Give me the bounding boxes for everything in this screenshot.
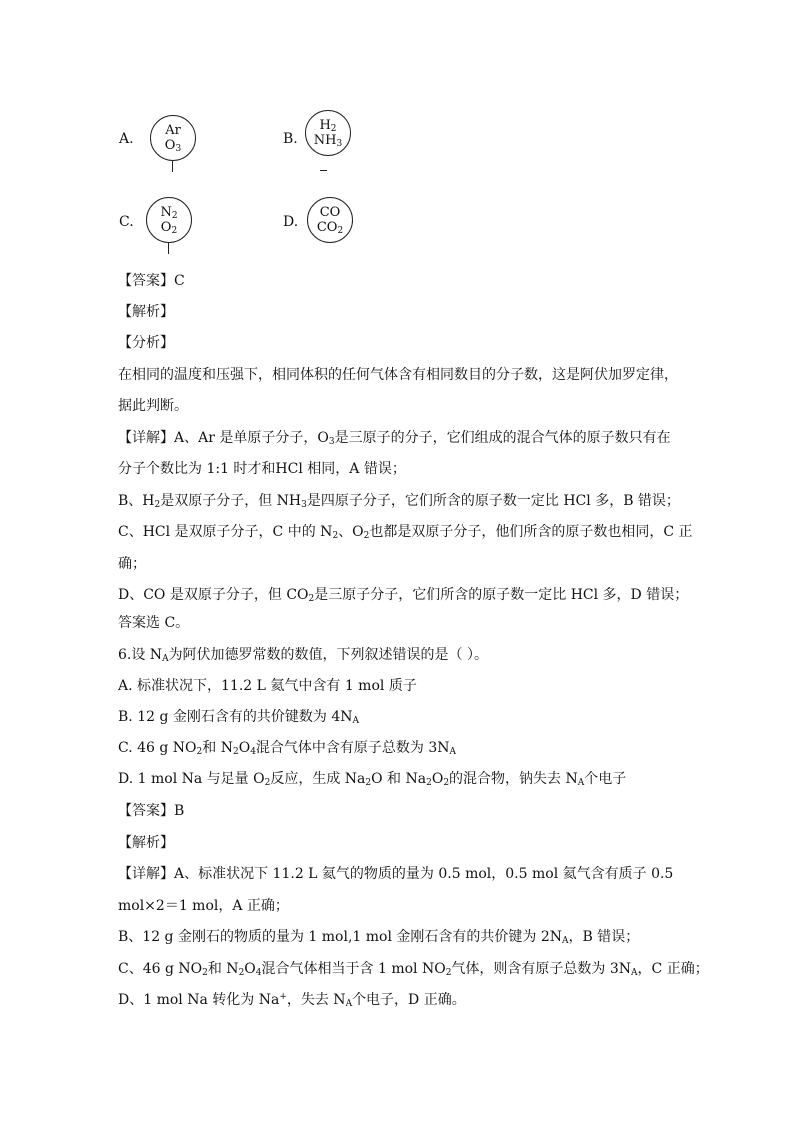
q5-detail-line6: D、CO 是双原子分子，但 $CO_2$是三原子分子，它们所含的原子数一定比 HCl 多，D 错误； [118,587,689,604]
q6-option-a: A. 标准状况下，11.2 L 氦气中含有 1 mol 质子 [118,678,417,694]
gas-bubble-b [305,110,351,156]
option-d-letter: D. [283,214,299,230]
q6-option-d: D. 1 mol Na 与足量 $O_2$反应，生成 $Na_2O$ 和 $Na_2O_2$的混合物，钠失去 $N_A$个电子 [118,771,627,788]
bubble-d-stem [352,220,353,223]
bubble-b-line2: $NH_3$ [313,133,343,149]
bubble-b-stem [320,170,327,171]
bubble-b-line1: $H_2$ [319,118,337,134]
bubble-a-stem [172,161,173,172]
bubble-d-line1: CO [319,205,341,220]
q6-detail-line4: C、46 g $NO_2$和 $N_2O_4$混合气体相当于含 1 mol $NO_2$气体，则含有原子总数为 $3N_A$，C 正确； [118,961,709,978]
q6-detail-line5: D、1 mol Na 转化为 Na+，失去 $N_A$个电子，D 正确。 [118,992,466,1009]
bubble-a-line2: $O_3$ [164,138,182,154]
q5-detail-line2: 分子个数比为 1:1 时才和HCl 相同，A 错误； [118,461,406,477]
q5-analysis-line2: 据此判断。 [118,398,188,414]
q6-jiexi-heading: 【解析】 [118,835,174,851]
bubble-c-line2: $O_2$ [160,220,178,236]
option-a-letter: A. [119,131,134,147]
gas-bubble-d [307,197,353,243]
q6-stem: 6.设 $N_A$为阿伏加德罗常数的数值，下列叙述错误的是（ ）。 [118,647,489,664]
q5-detail-line4: C、HCl 是双原子分子，C 中的 $N_2$、$O_2$也都是双原子分子，他们所含的原子数也相同，C 正 [118,524,693,541]
q5-analysis-line1: 在相同的温度和压强下，相同体积的任何气体含有相同数目的分子数，这是阿伏加罗定律， [118,367,678,383]
q5-detail-line5: 确； [118,556,146,572]
q5-detail-line3: B、$H_2$是双原子分子，但 $NH_3$是四原子分子，它们所含的原子数一定比 HCl 多，B 错误； [118,493,680,510]
q6-answer: 【答案】B [118,803,185,819]
q5-jiexi-heading: 【解析】 [118,304,174,320]
q6-option-b: B. 12 g 金刚石含有的共价键数为 $4N_A$ [118,709,359,726]
q6-detail-line1: 【详解】A、标准状况下 11.2 L 氦气的物质的量为 0.5 mol，0.5 mol 氦气含有质子 0.5 [118,866,674,882]
bubble-a-line1: Ar [165,123,181,138]
q6-detail-line3: B、12 g 金刚石的物质的量为 1 mol,1 mol 金刚石含有的共价键为 $2N_A$，B 错误； [118,929,640,946]
q5-detail-line1: 【详解】A、Ar 是单原子分子，$O_3$是三原子的分子，它们组成的混合气体的原子数只有在 [118,430,671,447]
option-c-letter: C. [119,214,134,230]
option-b-letter: B. [283,131,298,147]
gas-bubble-c [146,197,192,243]
q6-detail-line2: mol×2＝1 mol，A 正确； [118,898,289,914]
bubble-c-line1: $N_2$ [160,205,178,221]
q5-answer: 【答案】C [118,273,185,289]
bubble-c-stem [168,243,169,254]
bubble-d-line2: $CO_2$ [316,220,344,236]
q5-fenxi-heading: 【分析】 [118,335,174,351]
q5-detail-line7: 答案选 C。 [118,615,190,631]
gas-bubble-a [150,115,196,161]
q6-option-c: C. 46 g $NO_2$和 $N_2O_4$混合气体中含有原子总数为 $3N_A$ [118,740,457,757]
